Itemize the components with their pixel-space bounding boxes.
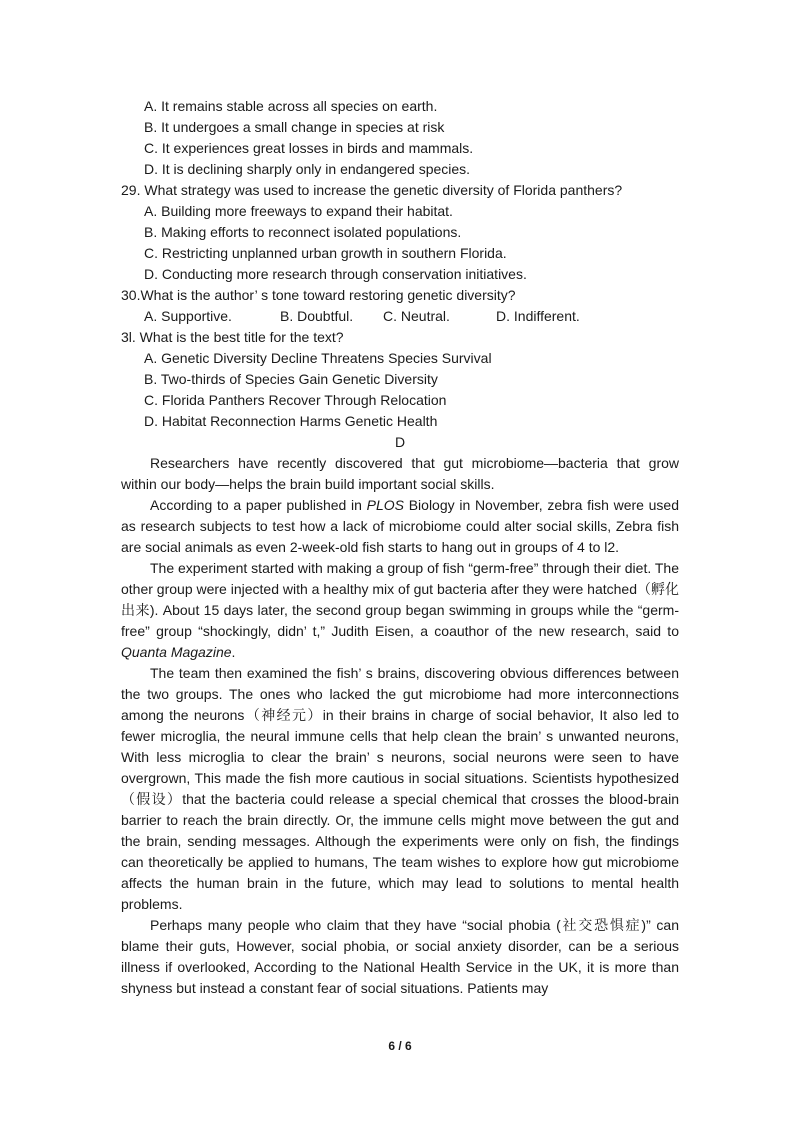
page-number: 6 / 6 bbox=[388, 1039, 412, 1053]
q31-option-c: C. Florida Panthers Recover Through Relocation bbox=[144, 392, 447, 408]
q29-option-d: D. Conducting more research through conservation initiatives. bbox=[144, 266, 527, 282]
passage-paragraph-2 bbox=[121, 495, 679, 558]
journal-name: PLOS bbox=[366, 497, 404, 513]
p2-text-pre: According to a paper published in bbox=[150, 497, 367, 513]
p3-text-pre: The experiment started with making a group of fish “germ-free” through their diet. The other group were injected with a healthy mix of gut bacteria after they were hatched（孵化出来). About 15 days later, the second group began swimming in groups while the “germ-free” group “shockingly, didn’ t,” Judith Eisen, a coauthor of the new research, said to bbox=[121, 560, 679, 639]
section-heading: D bbox=[394, 434, 406, 450]
p2-text-post: Biology in November, zebra fish were used as research subjects to test how a lack of microbiome could alter social skills, Zebra fish are social animals as even 2-week-old fish starts to hang out in groups of 4 to l2. bbox=[121, 497, 680, 555]
passage-paragraph-3 bbox=[121, 558, 679, 663]
q31-option-b: B. Two-thirds of Species Gain Genetic Diversity bbox=[144, 371, 438, 387]
passage-paragraph-4: The team then examined the fish’ s brains, discovering obvious differences between the two groups. The ones who lacked the gut microbiome had more interconnections among the neurons（神经元）in their brains in charge of social behavior, It also led to fewer microglia, the neural immune cells that help clean the brain’ s unwanted neurons, With less microglia to clear the brain’ s neurons, social neurons were seen to have overgrown, This made the fish more cautious in social situations. Scientists hypothesized（假设）that the bacteria could release a special chemical that crosses the blood-brain barrier to reach the brain directly. Or, the immune cells might move between the gut and the brain, sending messages. Although the experiments were only on fish, the findings can theoretically be applied to humans, The team wishes to explore how gut microbiome affects the human brain in the future, which may lead to solutions to mental health problems. bbox=[121, 665, 679, 912]
q29-stem: 29. What strategy was used to increase the genetic diversity of Florida panthers? bbox=[121, 182, 623, 198]
q30-stem: 30.What is the author’ s tone toward restoring genetic diversity? bbox=[121, 287, 516, 303]
q28-option-d: D. It is declining sharply only in endangered species. bbox=[144, 161, 471, 177]
p3-text-post: . bbox=[231, 644, 236, 660]
exam-page bbox=[121, 96, 679, 999]
q30-option-b: B. Doubtful. bbox=[280, 308, 354, 324]
q31-option-d: D. Habitat Reconnection Harms Genetic Health bbox=[144, 413, 438, 429]
q29-option-c: C. Restricting unplanned urban growth in southern Florida. bbox=[144, 245, 507, 261]
passage-paragraph-5: Perhaps many people who claim that they have “social phobia (社交恐惧症)” can blame their guts, However, social phobia, or social anxiety disorder, can be a serious illness if overlooked, According to the National Health Service in the UK, it is more than shyness but instead a constant fear of social situations. Patients may bbox=[121, 917, 679, 996]
q28-option-a: A. It remains stable across all species on earth. bbox=[144, 98, 438, 114]
passage-paragraph-1: Researchers have recently discovered that gut microbiome—bacteria that grow within our body—helps the brain build important social skills. bbox=[121, 455, 679, 492]
q29-option-a: A. Building more freeways to expand their habitat. bbox=[144, 203, 453, 219]
q28-option-b: B. It undergoes a small change in species at risk bbox=[144, 119, 445, 135]
q31-option-a: A. Genetic Diversity Decline Threatens Species Survival bbox=[144, 350, 492, 366]
q30-option-c: C. Neutral. bbox=[383, 308, 450, 324]
q30-options bbox=[121, 306, 679, 327]
magazine-name: Quanta Magazine bbox=[121, 644, 232, 660]
q28-option-c: C. It experiences great losses in birds and mammals. bbox=[144, 140, 474, 156]
q29-option-b: B. Making efforts to reconnect isolated populations. bbox=[144, 224, 462, 240]
q31-stem: 3l. What is the best title for the text? bbox=[121, 329, 344, 345]
q30-option-a: A. Supportive. bbox=[144, 308, 232, 324]
q30-option-d: D. Indifferent. bbox=[496, 308, 580, 324]
